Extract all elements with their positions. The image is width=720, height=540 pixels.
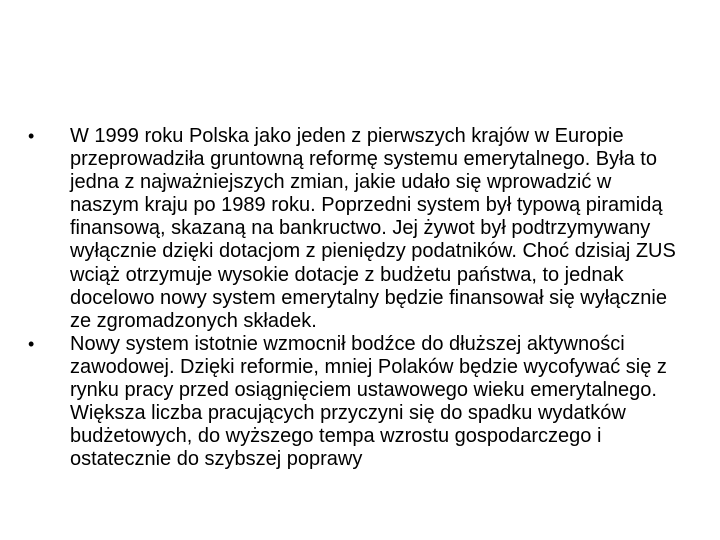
bullet-item xyxy=(24,333,684,472)
bullet-icon: • xyxy=(28,333,35,354)
bullet-icon: • xyxy=(28,126,35,146)
bullet-text: W 1999 roku Polska jako jeden z pierwszych krajów w Europie przeprowadziła gruntowną reformę systemu emerytalnego. Była to jedna z najważniejszych zmian, jakie udało się wprowadzić w naszym kraju po 1989 roku. Poprzedni system był typową piramidą finansową, skazaną na bankructwo. Jej żywot był podtrzymywany wyłącznie dzięki dotacjom z pieniędzy podatników. Choć dzisiaj ZUS wciąż otrzymuje wysokie dotacje z budżetu państwa, to jednak docelowo nowy system emerytalny będzie finansował się wyłącznie ze zgromadzonych składek. xyxy=(70,125,676,332)
bullet-text: Nowy system istotnie wzmocnił bodźce do dłuższej aktywności zawodowej. Dzięki reformie, mniej Polaków będzie wycofywać się z rynku pracy przed osiągnięciem ustawowego wieku emerytalnego. Większa liczba pracujących przyczyni się do spadku wydatków budżetowych, do wyższego tempa wzrostu gospodarczego i ostatecznie do szybszej poprawy xyxy=(70,332,667,471)
bullet-list xyxy=(24,125,684,471)
bullet-item xyxy=(24,125,684,333)
